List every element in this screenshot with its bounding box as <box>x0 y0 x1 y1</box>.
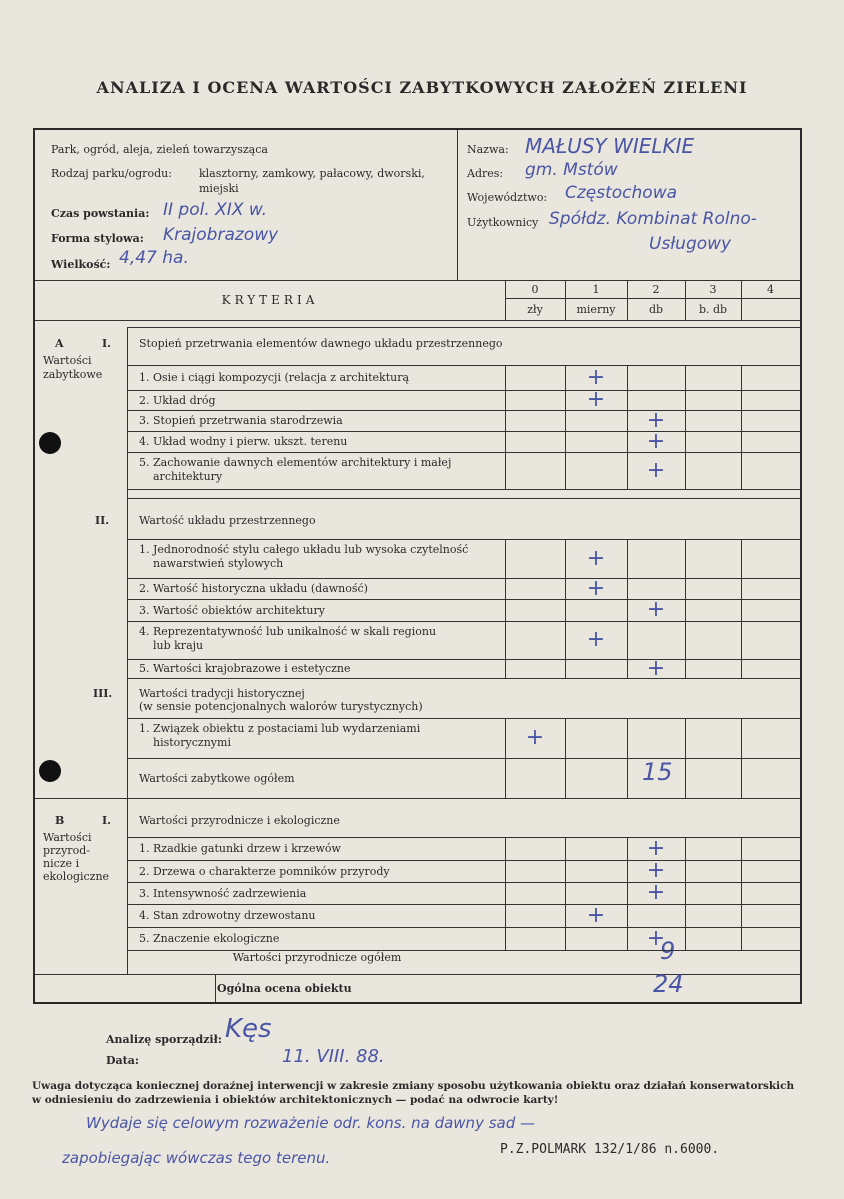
column-header-line <box>685 280 686 320</box>
uzytkownicy-label: Użytkownicy <box>467 216 539 229</box>
section-a-letter: A <box>55 337 64 350</box>
row-line <box>127 678 800 679</box>
column-line <box>505 365 506 489</box>
column-line <box>741 718 742 798</box>
group-line <box>127 365 800 366</box>
column-line <box>685 365 686 489</box>
check-mark: + <box>646 880 666 905</box>
printer-code: P.Z.POLMARK 132/1/86 n.6000. <box>500 1142 720 1157</box>
row-line <box>127 452 800 453</box>
section-a-roman-3: III. <box>93 687 113 700</box>
group-a3-title-2: (w sensie potencjonalnych walorów turystycznych) <box>139 700 423 713</box>
overall-label: Ogólna ocena obiektu <box>217 982 352 995</box>
column-number: 2 <box>652 283 660 296</box>
group-a1-title: Stopień przetrwania elementów dawnego układu przestrzennego <box>139 337 503 350</box>
column-name: b. db <box>698 303 728 316</box>
column-name: zły <box>527 303 543 316</box>
overall-value: 24 <box>653 970 684 998</box>
criterion-label: 1. Osie i ciągi kompozycji (relacja z architekturą <box>139 371 410 384</box>
analiza-label: Analizę sporządził: <box>106 1033 222 1046</box>
punch-hole <box>39 760 61 782</box>
column-line <box>565 539 566 678</box>
column-line <box>565 718 566 798</box>
note-line-2: w odniesieniu do zadrzewienia i obiektów architektonicznych — podać na odwrocie karty! <box>32 1094 559 1106</box>
column-line <box>685 539 686 678</box>
group-line <box>127 718 800 719</box>
check-mark: + <box>646 926 666 951</box>
header-divider <box>457 130 458 280</box>
wojewodztwo-label: Województwo: <box>467 191 548 204</box>
column-header-line <box>627 280 628 320</box>
criterion-label: 5. Znaczenie ekologiczne <box>139 932 280 945</box>
check-mark: + <box>525 725 545 750</box>
criterion-label: 2. Drzewa o charakterze pomników przyrody <box>139 865 390 878</box>
criterion-label-cont: nawarstwień stylowych <box>153 557 284 570</box>
nazwa-label: Nazwa: <box>467 143 509 156</box>
total-a-value: 15 <box>642 758 673 786</box>
column-line <box>685 837 686 950</box>
criterion-label: 1. Związek obiektu z postaciami lub wydarzeniami <box>139 722 421 735</box>
column-line <box>505 539 506 678</box>
column-line <box>741 539 742 678</box>
total-b-value: 9 <box>660 937 676 965</box>
wojewodztwo-value: Częstochowa <box>565 183 678 203</box>
check-mark: + <box>646 656 666 681</box>
section-b-side-2: przyrod- <box>43 844 90 857</box>
row-line <box>127 390 800 391</box>
group-line <box>127 498 800 499</box>
row-line <box>127 489 800 490</box>
wielkosc-value: 4,47 ha. <box>119 248 189 268</box>
group-line <box>127 539 800 540</box>
criteria-block-left-border <box>127 327 128 974</box>
forma-label: Forma stylowa: <box>51 232 144 245</box>
wielkosc-label: Wielkość: <box>51 258 111 271</box>
column-line <box>627 718 628 798</box>
criterion-label-cont: lub kraju <box>153 639 204 652</box>
row-line <box>127 927 800 928</box>
column-line <box>627 365 628 489</box>
row-line <box>127 431 800 432</box>
check-mark: + <box>646 597 666 622</box>
column-line <box>565 837 566 950</box>
group-a2-title: Wartość układu przestrzennego <box>139 514 316 527</box>
handwritten-note-1: Wydaje się celowym rozważenie odr. kons. na dawny sad — <box>86 1114 536 1132</box>
group-line <box>35 798 800 799</box>
row-line <box>127 621 800 622</box>
uzytkownicy-value: Spółdz. Kombinat Rolno- <box>549 209 757 229</box>
page-title: ANALIZA I OCENA WARTOŚCI ZABYTKOWYCH ZAŁOŻEŃ ZIELENI <box>96 78 748 97</box>
criterion-label: 3. Stopień przetrwania starodrzewia <box>139 414 343 427</box>
section-a-side-2: zabytkowe <box>43 368 103 381</box>
criterion-label-cont: architektury <box>153 470 223 483</box>
column-name: mierny <box>576 303 616 316</box>
overall-divider <box>215 974 216 1002</box>
row-line <box>127 599 800 600</box>
column-header-line <box>565 280 566 320</box>
park-type-line: Park, ogród, aleja, zieleń towarzysząca <box>51 143 268 156</box>
forma-value: Krajobrazowy <box>163 225 279 245</box>
criterion-label: 2. Układ dróg <box>139 394 216 407</box>
criterion-label: 5. Wartości krajobrazowe i estetyczne <box>139 662 351 675</box>
group-line <box>127 327 800 328</box>
group-line <box>35 974 800 975</box>
section-b-side-1: Wartości <box>43 831 92 844</box>
criteria-header-mid-line <box>505 298 800 299</box>
criterion-label: 3. Wartość obiektów architektury <box>139 604 325 617</box>
evaluation-form <box>33 128 802 1004</box>
check-mark: + <box>646 458 666 483</box>
check-mark: + <box>586 546 606 571</box>
check-mark: + <box>586 903 606 928</box>
punch-hole <box>39 432 61 454</box>
criterion-label: 1. Jednorodność stylu całego układu lub wysoka czytelność <box>139 543 469 556</box>
section-a-side-1: Wartości <box>43 354 92 367</box>
check-mark: + <box>646 408 666 433</box>
kryteria-label: KRYTERIA <box>221 293 319 307</box>
rodzaj-label: Rodzaj parku/ogrodu: <box>51 167 172 180</box>
group-a3-title-1: Wartości tradycji historycznej <box>139 687 305 700</box>
uzytkownicy-value-2: Usługowy <box>649 234 732 254</box>
group-line <box>127 837 800 838</box>
note-line-1: Uwaga dotycząca koniecznej doraźnej interwencji w zakresie zmiany sposobu użytkowania obiektu oraz działań konserwatorskich <box>32 1080 795 1092</box>
nazwa-value: MAŁUSY WIELKIE <box>525 134 695 158</box>
adres-label: Adres: <box>467 167 504 180</box>
section-b-letter: B <box>55 814 65 827</box>
section-b-roman-1: I. <box>102 814 111 827</box>
column-header-line <box>505 280 506 320</box>
adres-value: gm. Mstów <box>525 160 618 180</box>
column-number: 3 <box>709 283 717 296</box>
check-mark: + <box>586 365 606 390</box>
column-line <box>505 837 506 950</box>
column-line <box>627 837 628 950</box>
group-b1-title: Wartości przyrodnicze i ekologiczne <box>139 814 340 827</box>
handwritten-note-2: zapobiegając wówczas tego terenu. <box>62 1149 331 1167</box>
check-mark: + <box>586 387 606 412</box>
check-mark: + <box>646 858 666 883</box>
criterion-label: 2. Wartość historyczna układu (dawność) <box>139 582 368 595</box>
criterion-label: 5. Zachowanie dawnych elementów architektury i małej <box>139 456 452 469</box>
column-line <box>505 718 506 798</box>
column-line <box>627 539 628 678</box>
rodzaj-options: klasztorny, zamkowy, pałacowy, dworski, <box>199 167 425 180</box>
column-number: 4 <box>767 283 774 296</box>
section-b-side-3: nicze i <box>43 857 80 870</box>
check-mark: + <box>586 627 606 652</box>
row-line <box>127 860 800 861</box>
column-name: db <box>648 303 664 316</box>
criterion-label: 1. Rzadkie gatunki drzew i krzewów <box>139 842 341 855</box>
criterion-label: 4. Stan zdrowotny drzewostanu <box>139 909 316 922</box>
column-line <box>685 718 686 798</box>
column-line <box>565 365 566 489</box>
section-b-side-4: ekologiczne <box>43 870 110 883</box>
analiza-signature: Kęs <box>225 1014 272 1044</box>
section-a-roman-2: II. <box>95 514 110 527</box>
czas-value: II pol. XIX w. <box>163 200 268 220</box>
total-b-label: Wartości przyrodnicze ogółem <box>232 951 402 964</box>
column-number: 1 <box>592 283 600 296</box>
row-line <box>127 882 800 883</box>
criterion-label: 4. Reprezentatywność lub unikalność w skali regionu <box>139 625 437 638</box>
row-line <box>127 758 800 759</box>
data-value: 11. VIII. 88. <box>282 1046 385 1067</box>
criterion-label-cont: historycznymi <box>153 736 231 749</box>
row-line <box>127 904 800 905</box>
criteria-header-bottom-line <box>35 320 800 321</box>
rodzaj-options-2: miejski <box>199 182 239 195</box>
data-label: Data: <box>106 1054 139 1067</box>
criterion-label: 3. Intensywność zadrzewienia <box>139 887 307 900</box>
row-line <box>127 578 800 579</box>
criterion-label: 4. Układ wodny i pierw. ukszt. terenu <box>139 435 348 448</box>
check-mark: + <box>646 429 666 454</box>
check-mark: + <box>646 836 666 861</box>
column-number: 0 <box>531 283 539 296</box>
column-line <box>741 837 742 950</box>
check-mark: + <box>586 576 606 601</box>
column-line <box>741 365 742 489</box>
total-a-label: Wartości zabytkowe ogółem <box>139 772 295 785</box>
row-line <box>127 950 800 951</box>
row-line <box>127 410 800 411</box>
section-a-roman-1: I. <box>102 337 111 350</box>
row-line <box>127 659 800 660</box>
czas-label: Czas powstania: <box>51 207 150 220</box>
column-header-line <box>741 280 742 320</box>
